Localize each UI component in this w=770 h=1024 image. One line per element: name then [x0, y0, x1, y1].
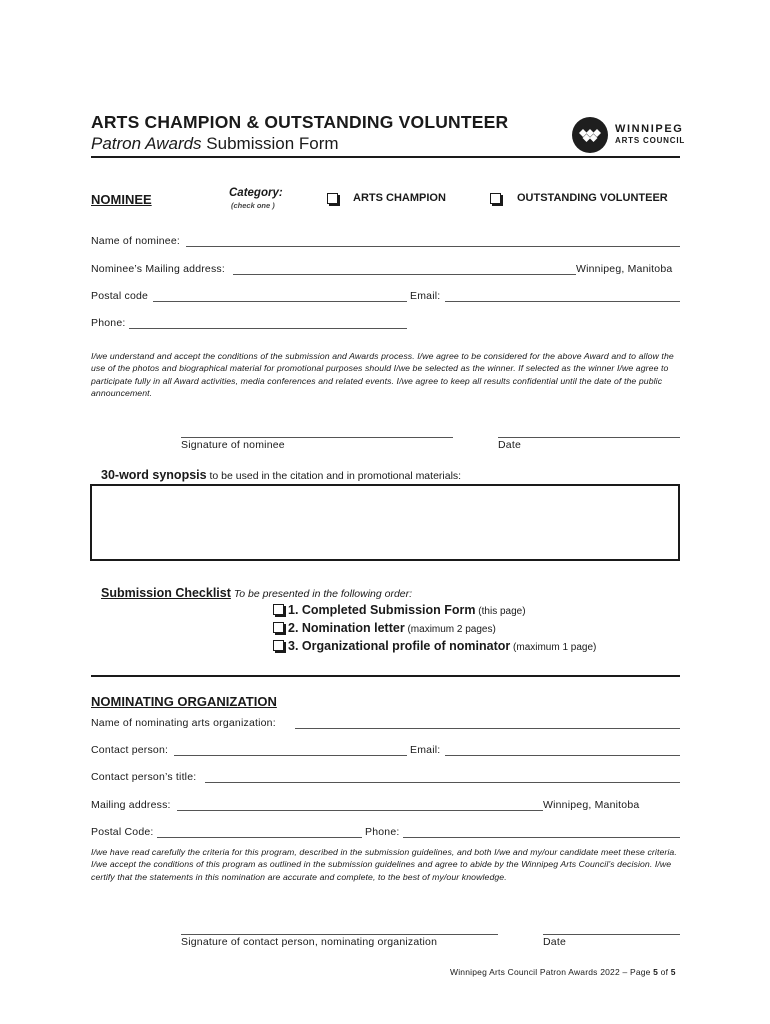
form-subtitle-rest: Submission Form [201, 134, 339, 153]
org-postal-label: Postal Code: [91, 826, 154, 838]
nominee-postal-label: Postal code [91, 290, 149, 302]
org-name-label: Name of nominating arts organization: [91, 717, 276, 729]
nominee-postal-field[interactable] [153, 301, 407, 302]
logo-mark-icon [572, 117, 608, 153]
section-divider [91, 675, 680, 677]
nominee-phone-label: Phone: [91, 317, 126, 329]
nominee-name-label: Name of nominee: [91, 235, 180, 247]
logo-text-arts-council: ARTS COUNCIL [615, 136, 686, 145]
org-date-label: Date [543, 936, 566, 948]
checklist-checkbox[interactable] [273, 622, 284, 633]
footer-text: Winnipeg Arts Council Patron Awards 2022 – Page [450, 967, 654, 977]
checklist-item-note: (maximum 2 pages) [404, 624, 496, 635]
org-postal-field[interactable] [157, 837, 362, 838]
nominee-signature-label: Signature of nominee [181, 439, 285, 451]
nominee-signature-field[interactable] [181, 437, 453, 438]
checklist-item-note: (this page) [475, 606, 526, 617]
nominee-date-field[interactable] [498, 437, 680, 438]
org-signature-label: Signature of contact person, nominating organization [181, 936, 438, 948]
checklist-item-note: (maximum 1 page) [510, 642, 597, 653]
category-label: Category: [229, 187, 283, 199]
form-title: ARTS CHAMPION & OUTSTANDING VOLUNTEER [91, 112, 509, 132]
org-phone-field[interactable] [403, 837, 680, 838]
org-phone-label: Phone: [365, 826, 400, 838]
outstanding-volunteer-label: OUTSTANDING VOLUNTEER [517, 192, 668, 204]
outstanding-volunteer-checkbox[interactable] [490, 193, 501, 204]
synopsis-heading [101, 468, 461, 482]
checklist-item[interactable] [273, 621, 496, 635]
contact-title-field[interactable] [205, 782, 680, 783]
org-mailing-label: Mailing address: [91, 799, 171, 811]
organization-section-heading: NOMINATING ORGANIZATION [91, 694, 277, 709]
checklist-item[interactable] [273, 639, 596, 653]
checklist-title: Submission Checklist [101, 586, 231, 600]
nominee-section-heading: NOMINEE [91, 192, 152, 207]
contact-title-label: Contact person’s title: [91, 771, 197, 783]
footer-page-total: 5 [670, 967, 676, 977]
page-footer [450, 967, 676, 977]
nominee-email-field[interactable] [445, 301, 680, 302]
org-certify-text: I/we have read carefully the criteria for this program, described in the submission guidelines, and both I/we and my/our candidate meet these criteria. I/we accept the conditions of this program as outlined in the submission guidelines and agree to abide by the Winnipeg Arts Council’s decision. I/we certify that the statements in this nomination are accurate and complete, to the best of my/our knowledge. [91, 847, 677, 882]
synopsis-title: 30-word synopsis [101, 468, 207, 482]
nominee-email-label: Email: [410, 290, 441, 302]
checklist-item-label: 2. Nomination letter [288, 621, 405, 635]
form-subtitle [91, 134, 339, 154]
nominee-name-field[interactable] [186, 246, 680, 247]
nominee-mailing-field[interactable] [233, 274, 576, 275]
org-name-field[interactable] [295, 728, 680, 729]
checklist-checkbox[interactable] [273, 604, 284, 615]
category-note: (check one ) [231, 201, 275, 210]
footer-page-number: 5 [653, 967, 659, 977]
winnipeg-arts-council-logo [572, 117, 686, 153]
footer-of: of [658, 967, 671, 977]
org-date-field[interactable] [543, 934, 680, 935]
contact-person-field[interactable] [174, 755, 407, 756]
checklist-item[interactable] [273, 603, 526, 617]
checklist-checkbox[interactable] [273, 640, 284, 651]
arts-champion-checkbox[interactable] [327, 193, 338, 204]
arts-champion-label: ARTS CHAMPION [353, 192, 446, 204]
org-email-field[interactable] [445, 755, 680, 756]
synopsis-text-box[interactable] [90, 484, 680, 561]
nominee-date-label: Date [498, 439, 521, 451]
header-divider [91, 156, 680, 158]
nominee-city-text: Winnipeg, Manitoba [576, 263, 673, 275]
contact-person-label: Contact person: [91, 744, 169, 756]
checklist-heading [101, 586, 412, 600]
nominee-mailing-label: Nominee’s Mailing address: [91, 263, 225, 275]
checklist-subtitle: To be presented in the following order: [230, 588, 413, 600]
org-city-text: Winnipeg, Manitoba [543, 799, 640, 811]
form-subtitle-italic: Patron Awards [91, 134, 202, 153]
checklist-item-label: 3. Organizational profile of nominator [288, 639, 511, 653]
nominee-phone-field[interactable] [129, 328, 407, 329]
nominee-consent-text: I/we understand and accept the conditions of the submission and Awards process. I/we agree to be considered for the above Award and to allow the use of the photos and biographical material for promotional purposes should I/we be selected as the winner. If selected as the winner I/we agree to participate fully in all Award activities, media conferences and related events. I/we agree to keep all results confidential until the date of the public announcement. [91, 351, 674, 398]
checklist-item-label: 1. Completed Submission Form [288, 603, 476, 617]
org-mailing-field[interactable] [177, 810, 543, 811]
logo-text-winnipeg: WINNIPEG [615, 123, 684, 135]
synopsis-instruction: to be used in the citation and in promotional materials: [206, 470, 462, 482]
org-signature-field[interactable] [181, 934, 498, 935]
org-email-label: Email: [410, 744, 441, 756]
